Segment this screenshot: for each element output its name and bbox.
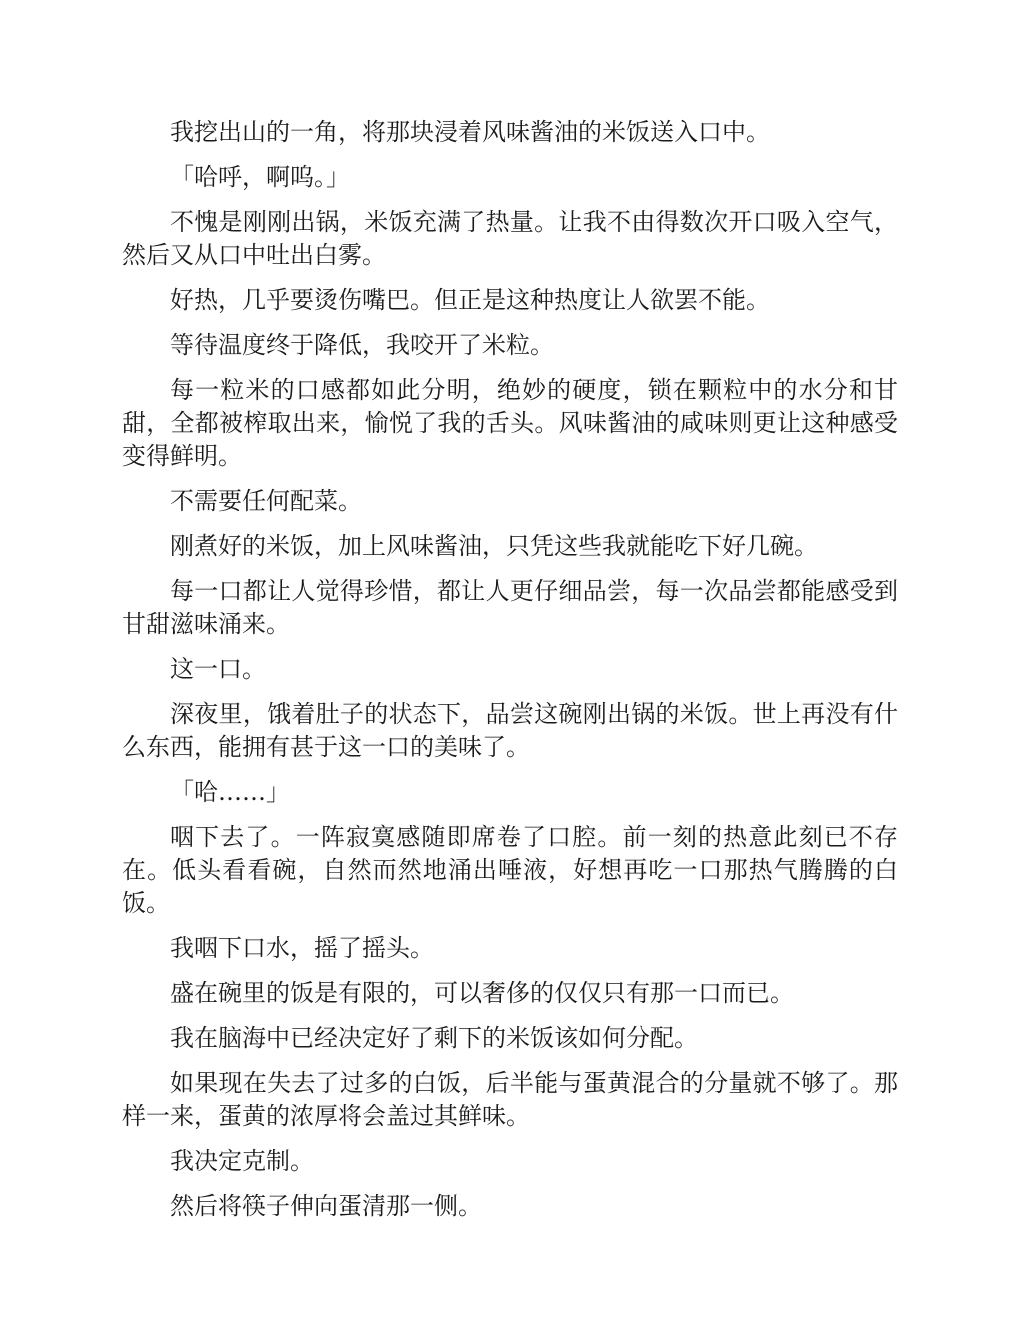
paragraph: 不愧是刚刚出锅，米饭充满了热量。让我不由得数次开口吸入空气，然后又从口中吐出白雾。 [122,208,898,269]
paragraph: 深夜里，饿着肚子的状态下，品尝这碗刚出锅的米饭。世上再没有什么东西，能拥有甚于这一口的美味了。 [122,700,898,761]
paragraph: 然后将筷子伸向蛋清那一侧。 [170,1192,482,1220]
paragraph: 盛在碗里的饭是有限的，可以奢侈的仅仅只有那一口而已。 [170,979,794,1007]
paragraph: 「哈呼，啊呜。」 [170,163,350,191]
paragraph: 如果现在失去了过多的白饭，后半能与蛋黄混合的分量就不够了。那样一来，蛋黄的浓厚将会盖过其鲜味。 [122,1069,898,1130]
paragraph: 刚煮好的米饭，加上风味酱油，只凭这些我就能吃下好几碗。 [170,532,818,560]
paragraph: 好热，几乎要烫伤嘴巴。但正是这种热度让人欲罢不能。 [170,286,770,314]
paragraph: 「哈……」 [170,778,290,806]
paragraph: 每一口都让人觉得珍惜，都让人更仔细品尝，每一次品尝都能感受到甘甜滋味涌来。 [122,577,898,638]
paragraph: 咽下去了。一阵寂寞感随即席卷了口腔。前一刻的热意此刻已不存在。低头看看碗，自然而然地涌出唾液，好想再吃一口那热气腾腾的白饭。 [122,823,898,917]
paragraph: 我在脑海中已经决定好了剩下的米饭该如何分配。 [170,1024,698,1052]
paragraph: 不需要任何配菜。 [170,487,362,515]
paragraph: 我咽下口水，摇了摇头。 [170,934,434,962]
paragraph: 每一粒米的口感都如此分明，绝妙的硬度，锁在颗粒中的水分和甘甜，全都被榨取出来，愉悦了我的舌头。风味酱油的咸味则更让这种感受变得鲜明。 [122,376,898,470]
paragraph: 我挖出山的一角，将那块浸着风味酱油的米饭送入口中。 [170,118,770,146]
document-page [122,116,898,1235]
paragraph: 等待温度终于降低，我咬开了米粒。 [170,331,554,359]
paragraph: 我决定克制。 [170,1147,314,1175]
paragraph: 这一口。 [170,655,266,683]
